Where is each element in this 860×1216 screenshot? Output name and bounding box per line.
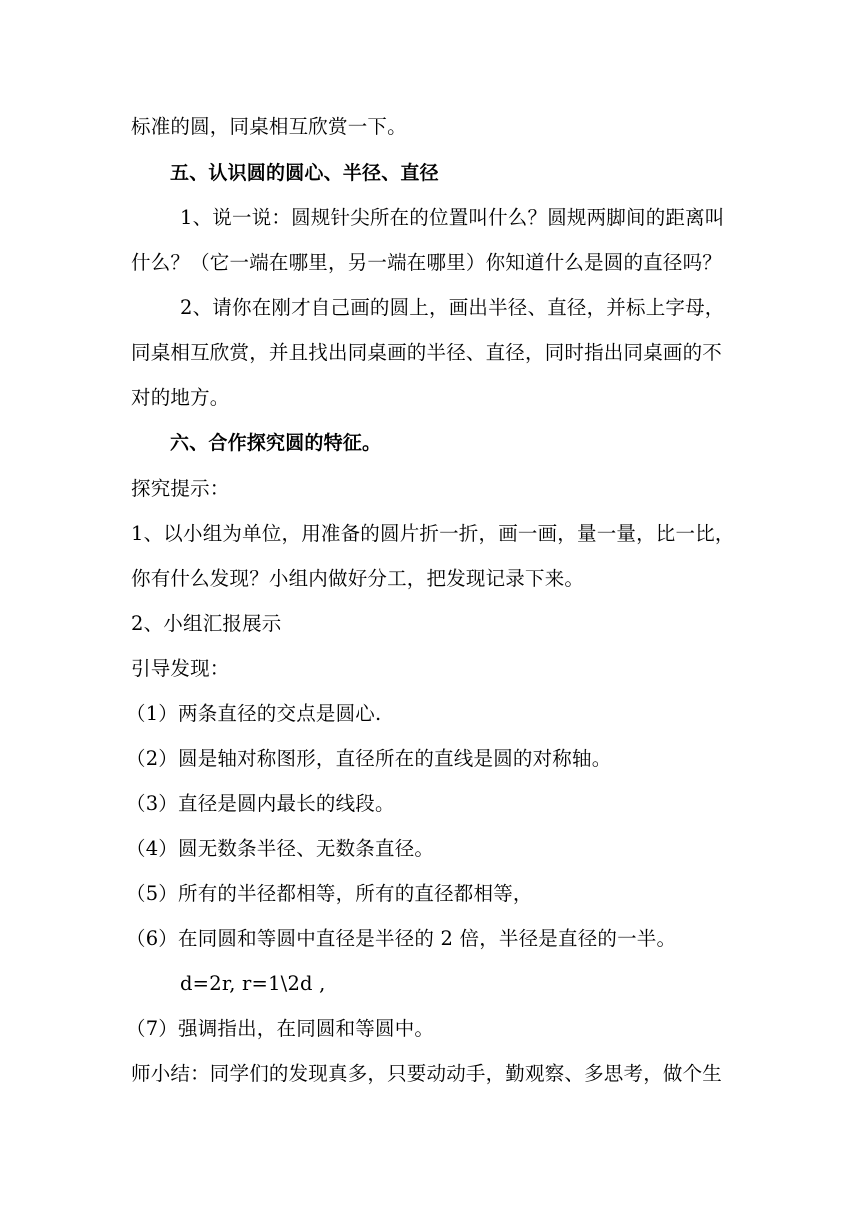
paragraph-line: 你有什么发现？小组内做好分工，把发现记录下来。 [131,567,585,590]
section-heading-six: 六、合作探究圆的特征。 [170,432,382,454]
paragraph-line: 什么？（它一端在哪里，另一端在哪里）你知道什么是圆的直径吗？ [131,251,723,274]
paragraph-line: 1、说一说：圆规针尖所在的位置叫什么？圆规两脚间的距离叫 [180,206,725,229]
paragraph-line: 2、小组汇报展示 [131,612,282,635]
list-item: （3）直径是圆内最长的线段。 [126,792,395,815]
list-item: （7）强调指出，在同圆和等圆中。 [126,1017,435,1040]
paragraph-line: 标准的圆，同桌相互欣赏一下。 [131,115,407,138]
list-item: （6）在同圆和等圆中直径是半径的 2 倍，半径是直径的一半。 [126,927,677,950]
paragraph-line: 引导发现： [131,657,230,680]
paragraph-line: 同桌相互欣赏，并且找出同桌画的半径、直径，同时指出同桌画的不 [131,341,723,364]
formula-line: d=2r, r=1\2d , [180,972,326,995]
paragraph-line: 探究提示： [131,477,230,500]
paragraph-line: 1、以小组为单位，用准备的圆片折一折，画一画，量一量，比一比， [131,522,735,545]
list-item: （1）两条直径的交点是圆心. [126,702,382,725]
paragraph-line: 师小结：同学们的发现真多，只要动动手，勤观察、多思考，做个生 [131,1062,723,1085]
list-item: （4）圆无数条半径、无数条直径。 [126,837,435,860]
section-heading-five: 五、认识圆的圆心、半径、直径 [170,162,439,184]
list-item: （2）圆是轴对称图形，直径所在的直线是圆的对称轴。 [126,747,612,770]
list-item: （5）所有的半径都相等，所有的直径都相等， [126,882,533,905]
paragraph-line: 2、请你在刚才自己画的圆上，画出半径、直径，并标上字母， [180,296,725,319]
paragraph-line: 对的地方。 [131,386,230,409]
